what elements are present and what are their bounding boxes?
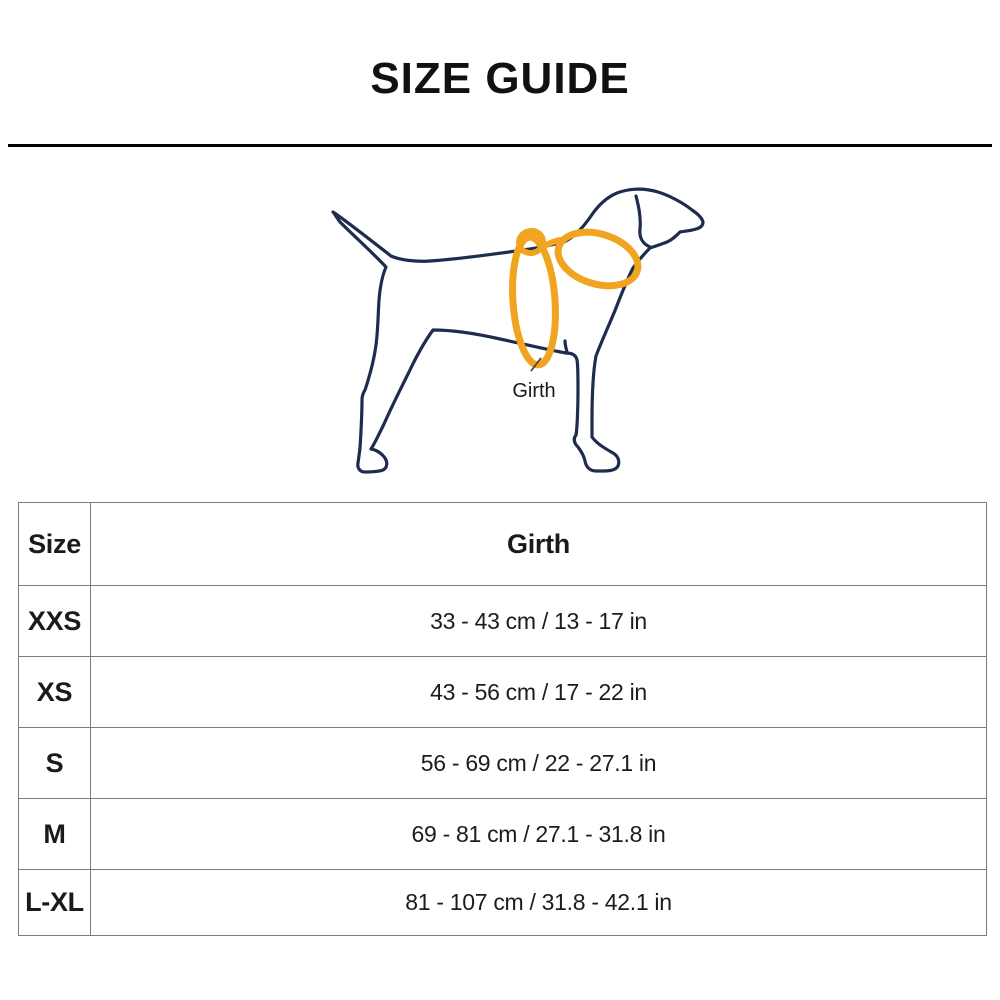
table-row [19,870,987,936]
girth-cell: 69 - 81 cm / 27.1 - 31.8 in [91,799,987,870]
table-row [19,799,987,870]
dog-ear [636,196,650,247]
dog-illustration [310,172,720,507]
girth-cell: 33 - 43 cm / 13 - 17 in [91,586,987,657]
page-title: SIZE GUIDE [370,54,630,103]
size-cell: M [19,799,91,870]
column-header-size: Size [19,503,91,586]
girth-cell: 81 - 107 cm / 31.8 - 42.1 in [91,870,987,936]
size-table [18,502,987,936]
column-header-girth: Girth [91,503,987,586]
size-cell: XXS [19,586,91,657]
table-row [19,657,987,728]
table-row [19,586,987,657]
table-header-row [19,503,987,586]
title-divider [8,144,992,147]
size-cell: S [19,728,91,799]
size-cell: L-XL [19,870,91,936]
girth-cell: 56 - 69 cm / 22 - 27.1 in [91,728,987,799]
size-cell: XS [19,657,91,728]
handle-loop [517,228,546,255]
girth-cell: 43 - 56 cm / 17 - 22 in [91,657,987,728]
table-row [19,728,987,799]
girth-label: Girth [512,380,556,402]
collar-loop [551,223,644,295]
dog-leg-line [565,341,567,352]
